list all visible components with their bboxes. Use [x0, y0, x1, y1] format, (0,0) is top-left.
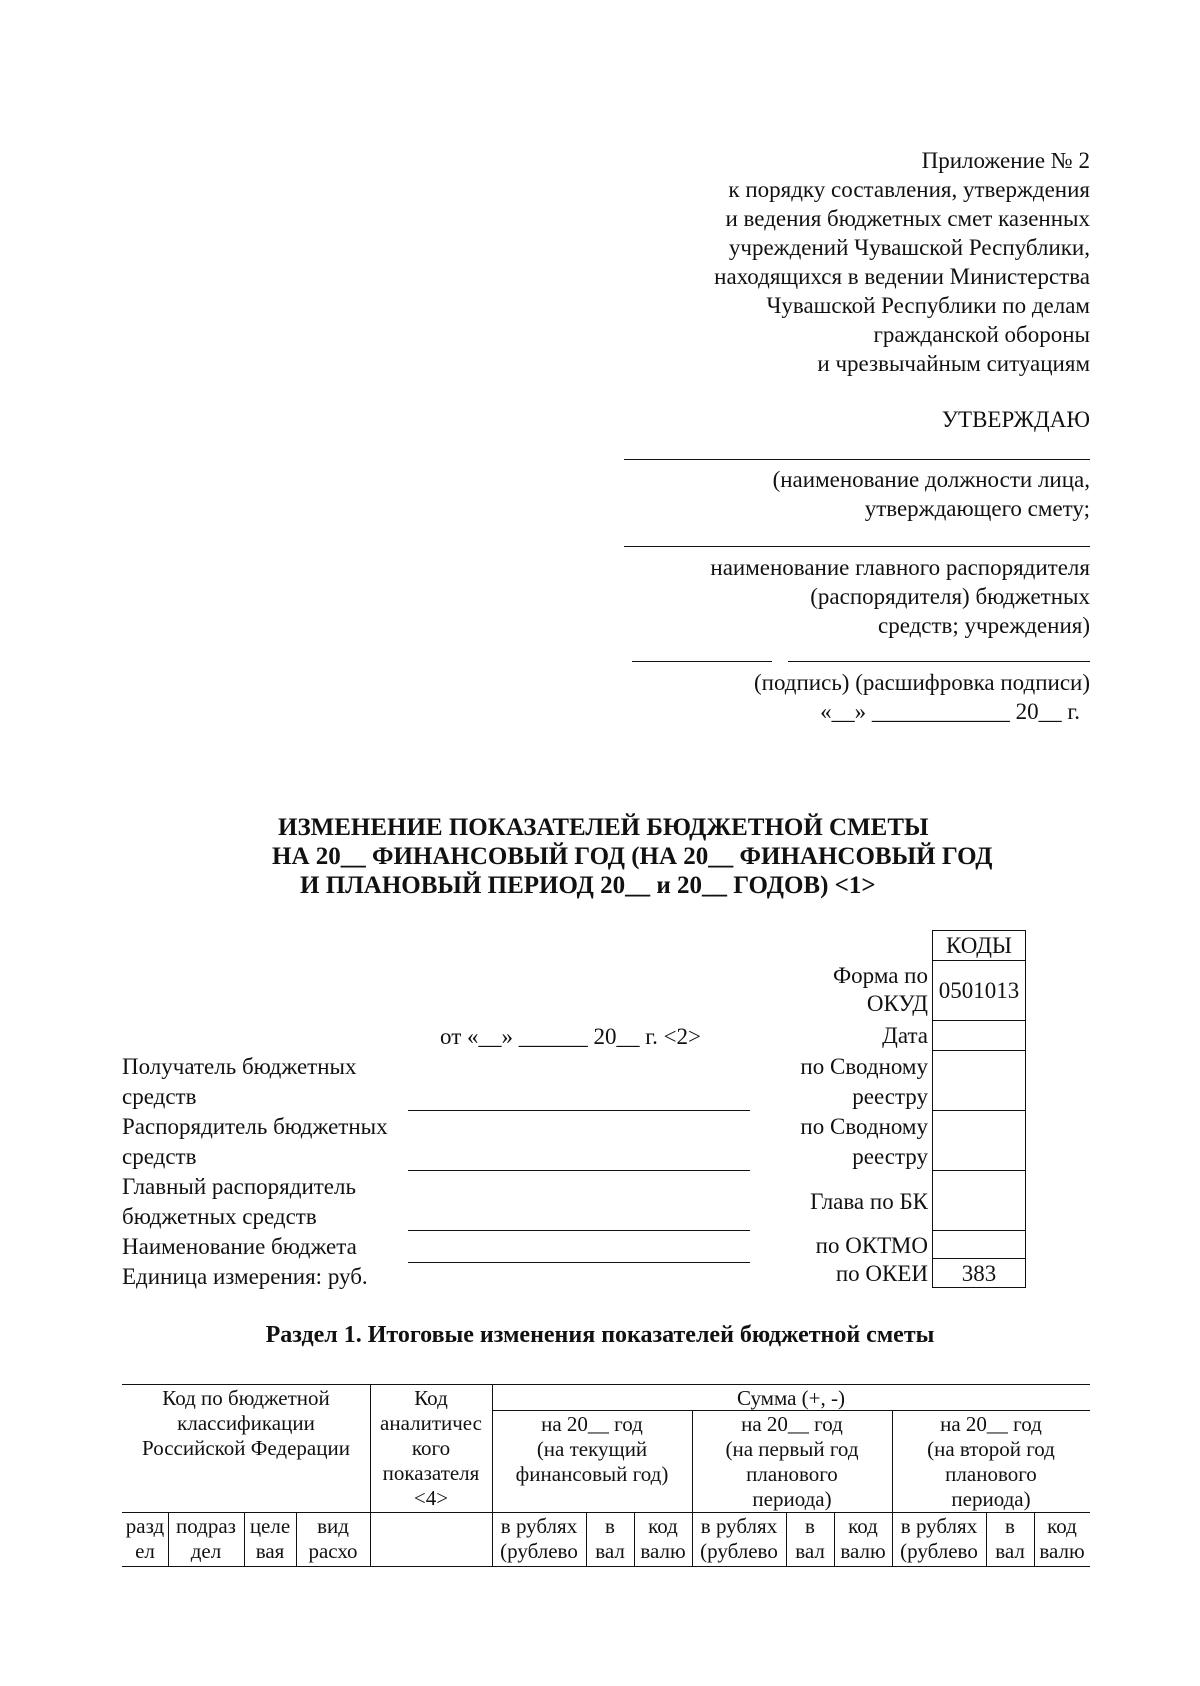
- th-currency-code-2: код валю: [840, 1514, 886, 1563]
- manager-hint-line: средств; учреждения): [877, 613, 1090, 638]
- manager-hint-line: наименование главного распорядителя: [710, 555, 1090, 580]
- codes-divider: [932, 1050, 1026, 1051]
- th-target: целе вая: [249, 1514, 291, 1563]
- field-label-unit: Единица измерения: руб.: [122, 1264, 368, 1289]
- th-year-second-plan: на 20__ год (на второй год планового периода): [927, 1412, 1055, 1511]
- table-rule: [122, 1512, 1090, 1513]
- th-rub-1: в рублях (рублево: [500, 1514, 578, 1563]
- field-label-manager: Распорядитель бюджетных средств: [122, 1114, 388, 1169]
- appendix-line: Чувашской Республики по делам: [766, 293, 1090, 318]
- th-currency-3: в вал: [995, 1514, 1025, 1563]
- manager-hint: [570, 553, 1090, 640]
- appendix-line: находящихся в ведении Министерства: [714, 264, 1090, 289]
- code-value-okud[interactable]: 0501013: [938, 978, 1020, 1003]
- codes-header: КОДЫ: [946, 933, 1012, 958]
- th-currency-2: в вал: [795, 1514, 825, 1563]
- th-analytic-code: Код аналитичес кого показателя <4>: [380, 1386, 482, 1510]
- form-date-line[interactable]: от «__» ______ 20__ г. <2>: [440, 1024, 702, 1049]
- signature-decode-blank-line[interactable]: [788, 661, 1090, 662]
- field-label-budget-name: Наименование бюджета: [122, 1234, 357, 1259]
- th-budget-classification: Код по бюджетной классификации Российской Федерации: [142, 1386, 350, 1460]
- th-section: разд ел: [125, 1514, 165, 1563]
- document-title-line-2: НА 20__ ФИНАНСОВЫЙ ГОД (НА 20__ ФИНАНСОВЫЙ ГОД: [272, 843, 993, 870]
- th-subsection: подраз дел: [176, 1514, 236, 1563]
- signature-hint: (подпись) (расшифровка подписи): [753, 670, 1090, 695]
- appendix-line: и ведения бюджетных смет казенных: [725, 206, 1090, 231]
- table-rule: [122, 1384, 1090, 1385]
- codes-divider: [932, 1110, 1026, 1111]
- position-hint: [590, 465, 1090, 523]
- field-line-recipient[interactable]: [408, 1110, 750, 1111]
- code-label-okei: по ОКЕИ: [835, 1261, 928, 1286]
- th-rub-3: в рублях (рублево: [900, 1514, 978, 1563]
- th-sum: Сумма (+, -): [736, 1386, 846, 1410]
- th-currency-code-3: код валю: [1039, 1514, 1085, 1563]
- manager-blank-line[interactable]: [624, 546, 1090, 547]
- appendix-line: и чрезвычайным ситуациям: [817, 351, 1090, 376]
- document-title-line-3: И ПЛАНОВЫЙ ПЕРИОД 20__ и 20__ ГОДОВ) <1>: [300, 872, 876, 899]
- approval-header: УТВЕРЖДАЮ: [941, 407, 1090, 432]
- field-label-main-manager: Главный распорядитель бюджетных средств: [122, 1174, 356, 1229]
- appendix-line: Приложение № 2: [921, 148, 1090, 173]
- code-label-registry-2: по Сводному реестру: [800, 1114, 928, 1169]
- table-rule: [122, 1566, 1090, 1567]
- appendix-line: к порядку составления, утверждения: [728, 177, 1090, 202]
- code-label-registry-1: по Сводному реестру: [800, 1054, 928, 1109]
- field-line-main-manager[interactable]: [408, 1230, 750, 1231]
- table-rule: [492, 1410, 1090, 1411]
- appendix-line: гражданской обороны: [873, 322, 1090, 347]
- appendix-line: учреждений Чувашской Республики,: [728, 235, 1090, 260]
- document-title-line-1: ИЗМЕНЕНИЕ ПОКАЗАТЕЛЕЙ БЮДЖЕТНОЙ СМЕТЫ: [278, 814, 929, 841]
- approval-date-line[interactable]: «__» ____________ 20__ г.: [820, 699, 1080, 724]
- code-label-oktmo: по ОКТМО: [815, 1233, 928, 1258]
- field-line-budget-name[interactable]: [408, 1262, 750, 1263]
- field-label-recipient: Получатель бюджетных средств: [122, 1054, 357, 1109]
- field-line-manager[interactable]: [408, 1170, 750, 1171]
- position-hint-line: утверждающего смету;: [864, 496, 1090, 521]
- position-blank-line[interactable]: [624, 459, 1090, 460]
- code-label-okud: Форма по ОКУД: [833, 963, 928, 1016]
- manager-hint-line: (распорядителя) бюджетных: [810, 584, 1090, 609]
- code-label-date: Дата: [882, 1023, 928, 1048]
- codes-divider: [932, 1170, 1026, 1171]
- appendix-block: [490, 146, 1090, 378]
- codes-divider: [932, 1230, 1026, 1231]
- codes-divider: [932, 1020, 1026, 1021]
- codes-divider: [932, 960, 1026, 961]
- position-hint-line: (наименование должности лица,: [772, 467, 1090, 492]
- code-label-bk-chapter: Глава по БК: [810, 1189, 928, 1214]
- th-expense-type: вид расхо: [308, 1514, 358, 1563]
- code-value-okei[interactable]: 383: [961, 1261, 997, 1286]
- th-currency-code-1: код валю: [640, 1514, 686, 1563]
- th-year-first-plan: на 20__ год (на первый год планового периода): [725, 1412, 859, 1511]
- th-rub-2: в рублях (рублево: [700, 1514, 778, 1563]
- signature-blank-line[interactable]: [632, 661, 772, 662]
- th-year-current: на 20__ год (на текущий финансовый год): [515, 1412, 669, 1486]
- section-1-title: Раздел 1. Итоговые изменения показателей бюджетной сметы: [265, 1322, 935, 1348]
- th-currency-1: в вал: [595, 1514, 625, 1563]
